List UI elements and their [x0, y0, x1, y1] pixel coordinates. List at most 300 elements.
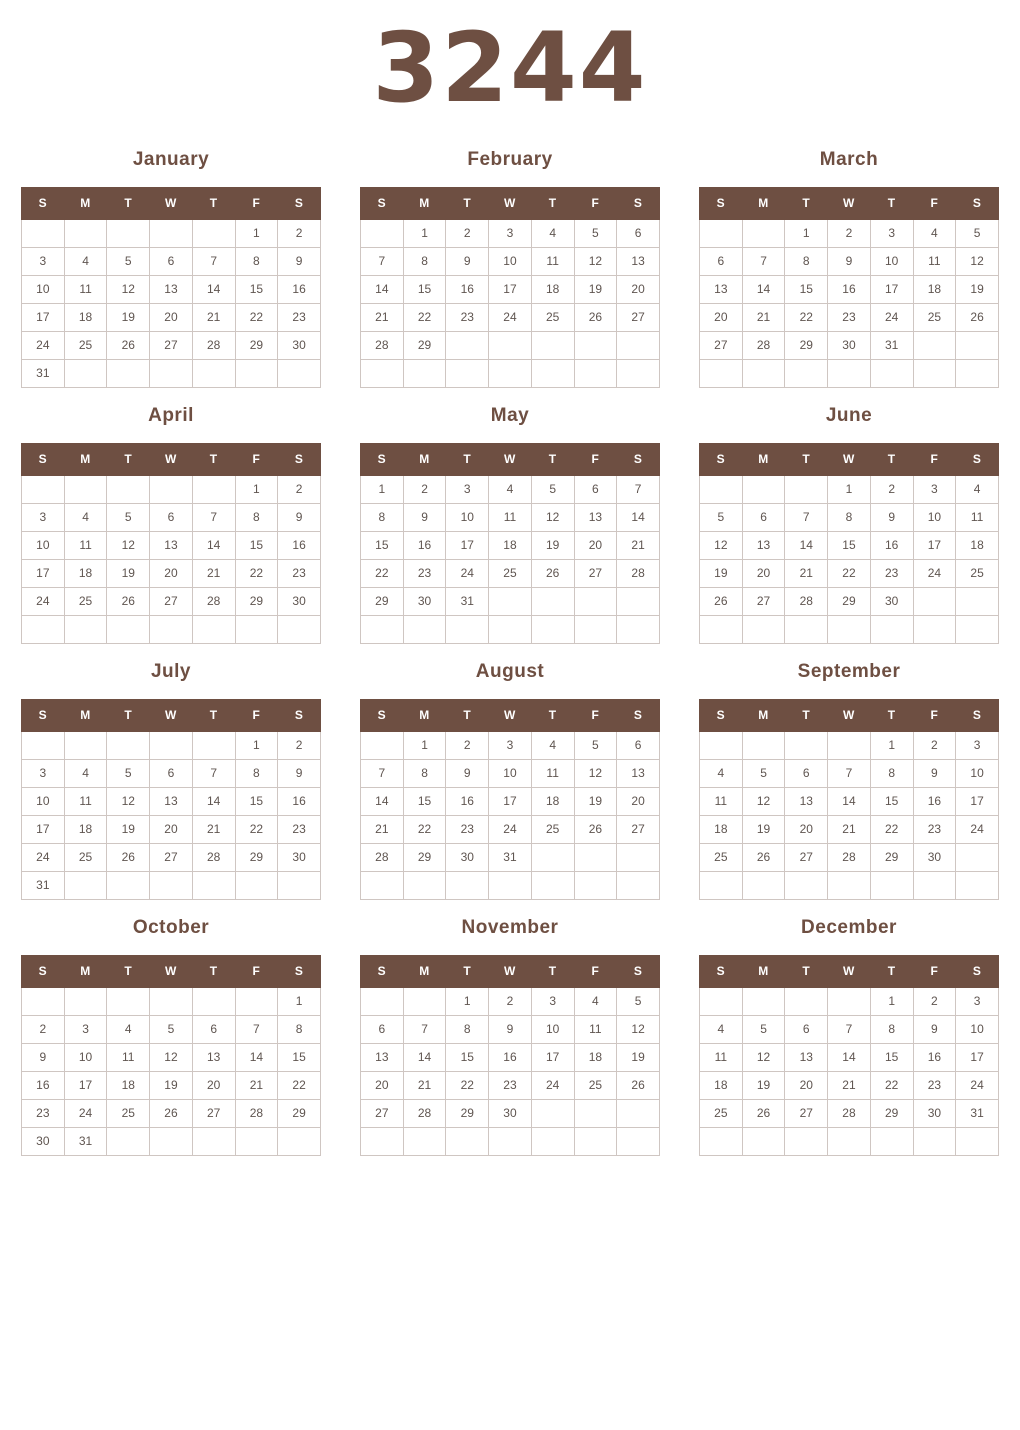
day-cell[interactable]: 27	[700, 331, 743, 359]
day-cell[interactable]: 21	[361, 815, 404, 843]
day-cell[interactable]: 25	[700, 1099, 743, 1127]
day-cell[interactable]: 23	[278, 815, 321, 843]
day-cell[interactable]: 18	[574, 1043, 617, 1071]
day-cell[interactable]: 11	[956, 503, 999, 531]
day-cell[interactable]: 27	[150, 843, 193, 871]
day-cell[interactable]: 6	[742, 503, 785, 531]
day-cell[interactable]: 14	[785, 531, 828, 559]
day-cell[interactable]: 5	[617, 987, 660, 1015]
day-cell[interactable]: 10	[870, 247, 913, 275]
day-cell[interactable]: 14	[192, 531, 235, 559]
day-cell[interactable]: 31	[22, 871, 65, 899]
day-cell[interactable]: 18	[531, 275, 574, 303]
day-cell[interactable]: 1	[235, 475, 278, 503]
day-cell[interactable]: 21	[192, 815, 235, 843]
day-cell[interactable]: 24	[956, 815, 999, 843]
day-cell[interactable]: 31	[64, 1127, 107, 1155]
day-cell[interactable]: 7	[192, 503, 235, 531]
day-cell[interactable]: 8	[361, 503, 404, 531]
day-cell[interactable]: 26	[742, 843, 785, 871]
day-cell[interactable]: 8	[828, 503, 871, 531]
day-cell[interactable]: 2	[403, 475, 446, 503]
day-cell[interactable]: 21	[785, 559, 828, 587]
day-cell[interactable]: 25	[64, 843, 107, 871]
day-cell[interactable]: 4	[956, 475, 999, 503]
day-cell[interactable]: 7	[361, 759, 404, 787]
day-cell[interactable]: 4	[700, 759, 743, 787]
day-cell[interactable]: 9	[446, 759, 489, 787]
day-cell[interactable]: 19	[956, 275, 999, 303]
day-cell[interactable]: 23	[403, 559, 446, 587]
day-cell[interactable]: 6	[785, 759, 828, 787]
day-cell[interactable]: 6	[617, 219, 660, 247]
day-cell[interactable]: 24	[489, 815, 532, 843]
day-cell[interactable]: 20	[150, 815, 193, 843]
day-cell[interactable]: 4	[64, 247, 107, 275]
day-cell[interactable]: 12	[617, 1015, 660, 1043]
day-cell[interactable]: 10	[22, 787, 65, 815]
day-cell[interactable]: 22	[870, 815, 913, 843]
day-cell[interactable]: 5	[107, 759, 150, 787]
day-cell[interactable]: 2	[278, 475, 321, 503]
day-cell[interactable]: 14	[828, 1043, 871, 1071]
day-cell[interactable]: 30	[278, 587, 321, 615]
day-cell[interactable]: 23	[828, 303, 871, 331]
day-cell[interactable]: 26	[107, 587, 150, 615]
day-cell[interactable]: 1	[278, 987, 321, 1015]
day-cell[interactable]: 13	[361, 1043, 404, 1071]
day-cell[interactable]: 9	[278, 247, 321, 275]
day-cell[interactable]: 31	[446, 587, 489, 615]
day-cell[interactable]: 18	[64, 303, 107, 331]
day-cell[interactable]: 24	[22, 843, 65, 871]
day-cell[interactable]: 7	[785, 503, 828, 531]
day-cell[interactable]: 21	[235, 1071, 278, 1099]
day-cell[interactable]: 7	[617, 475, 660, 503]
day-cell[interactable]: 24	[446, 559, 489, 587]
day-cell[interactable]: 2	[446, 219, 489, 247]
day-cell[interactable]: 8	[278, 1015, 321, 1043]
day-cell[interactable]: 12	[150, 1043, 193, 1071]
day-cell[interactable]: 4	[574, 987, 617, 1015]
day-cell[interactable]: 8	[785, 247, 828, 275]
day-cell[interactable]: 4	[913, 219, 956, 247]
day-cell[interactable]: 22	[828, 559, 871, 587]
day-cell[interactable]: 19	[574, 787, 617, 815]
day-cell[interactable]: 29	[828, 587, 871, 615]
day-cell[interactable]: 21	[742, 303, 785, 331]
day-cell[interactable]: 5	[107, 503, 150, 531]
day-cell[interactable]: 11	[489, 503, 532, 531]
day-cell[interactable]: 3	[913, 475, 956, 503]
day-cell[interactable]: 3	[22, 759, 65, 787]
day-cell[interactable]: 1	[828, 475, 871, 503]
day-cell[interactable]: 9	[828, 247, 871, 275]
day-cell[interactable]: 22	[235, 559, 278, 587]
day-cell[interactable]: 20	[150, 303, 193, 331]
day-cell[interactable]: 15	[403, 275, 446, 303]
day-cell[interactable]: 5	[742, 759, 785, 787]
day-cell[interactable]: 17	[913, 531, 956, 559]
day-cell[interactable]: 28	[361, 331, 404, 359]
day-cell[interactable]: 29	[870, 843, 913, 871]
day-cell[interactable]: 17	[489, 275, 532, 303]
day-cell[interactable]: 12	[574, 247, 617, 275]
day-cell[interactable]: 23	[913, 815, 956, 843]
day-cell[interactable]: 17	[956, 787, 999, 815]
day-cell[interactable]: 26	[956, 303, 999, 331]
day-cell[interactable]: 20	[574, 531, 617, 559]
day-cell[interactable]: 10	[489, 247, 532, 275]
day-cell[interactable]: 10	[956, 1015, 999, 1043]
day-cell[interactable]: 29	[446, 1099, 489, 1127]
day-cell[interactable]: 12	[107, 275, 150, 303]
day-cell[interactable]: 10	[64, 1043, 107, 1071]
day-cell[interactable]: 23	[446, 815, 489, 843]
day-cell[interactable]: 3	[446, 475, 489, 503]
day-cell[interactable]: 27	[742, 587, 785, 615]
day-cell[interactable]: 4	[531, 219, 574, 247]
day-cell[interactable]: 16	[828, 275, 871, 303]
day-cell[interactable]: 24	[531, 1071, 574, 1099]
day-cell[interactable]: 6	[150, 247, 193, 275]
day-cell[interactable]: 6	[150, 503, 193, 531]
day-cell[interactable]: 3	[22, 503, 65, 531]
day-cell[interactable]: 9	[403, 503, 446, 531]
day-cell[interactable]: 9	[22, 1043, 65, 1071]
day-cell[interactable]: 30	[278, 843, 321, 871]
day-cell[interactable]: 20	[617, 275, 660, 303]
day-cell[interactable]: 12	[956, 247, 999, 275]
day-cell[interactable]: 30	[870, 587, 913, 615]
day-cell[interactable]: 3	[489, 731, 532, 759]
day-cell[interactable]: 28	[192, 587, 235, 615]
day-cell[interactable]: 29	[870, 1099, 913, 1127]
day-cell[interactable]: 30	[446, 843, 489, 871]
day-cell[interactable]: 6	[700, 247, 743, 275]
day-cell[interactable]: 17	[64, 1071, 107, 1099]
day-cell[interactable]: 11	[531, 247, 574, 275]
day-cell[interactable]: 4	[489, 475, 532, 503]
day-cell[interactable]: 13	[150, 275, 193, 303]
day-cell[interactable]: 10	[22, 275, 65, 303]
day-cell[interactable]: 19	[742, 1071, 785, 1099]
day-cell[interactable]: 17	[489, 787, 532, 815]
day-cell[interactable]: 24	[870, 303, 913, 331]
day-cell[interactable]: 14	[828, 787, 871, 815]
day-cell[interactable]: 25	[64, 587, 107, 615]
day-cell[interactable]: 12	[531, 503, 574, 531]
day-cell[interactable]: 18	[64, 815, 107, 843]
day-cell[interactable]: 30	[828, 331, 871, 359]
day-cell[interactable]: 14	[361, 787, 404, 815]
day-cell[interactable]: 12	[574, 759, 617, 787]
day-cell[interactable]: 27	[617, 303, 660, 331]
day-cell[interactable]: 11	[107, 1043, 150, 1071]
day-cell[interactable]: 22	[278, 1071, 321, 1099]
day-cell[interactable]: 17	[22, 815, 65, 843]
day-cell[interactable]: 18	[700, 1071, 743, 1099]
day-cell[interactable]: 25	[700, 843, 743, 871]
day-cell[interactable]: 1	[785, 219, 828, 247]
day-cell[interactable]: 21	[828, 815, 871, 843]
day-cell[interactable]: 2	[870, 475, 913, 503]
day-cell[interactable]: 15	[828, 531, 871, 559]
day-cell[interactable]: 22	[785, 303, 828, 331]
day-cell[interactable]: 20	[150, 559, 193, 587]
day-cell[interactable]: 27	[785, 843, 828, 871]
day-cell[interactable]: 27	[192, 1099, 235, 1127]
day-cell[interactable]: 7	[742, 247, 785, 275]
day-cell[interactable]: 20	[742, 559, 785, 587]
day-cell[interactable]: 25	[574, 1071, 617, 1099]
day-cell[interactable]: 29	[235, 587, 278, 615]
day-cell[interactable]: 11	[700, 787, 743, 815]
day-cell[interactable]: 28	[828, 843, 871, 871]
day-cell[interactable]: 17	[956, 1043, 999, 1071]
day-cell[interactable]: 19	[107, 303, 150, 331]
day-cell[interactable]: 11	[913, 247, 956, 275]
day-cell[interactable]: 15	[785, 275, 828, 303]
day-cell[interactable]: 27	[574, 559, 617, 587]
day-cell[interactable]: 12	[107, 787, 150, 815]
day-cell[interactable]: 31	[956, 1099, 999, 1127]
day-cell[interactable]: 15	[278, 1043, 321, 1071]
day-cell[interactable]: 24	[489, 303, 532, 331]
day-cell[interactable]: 1	[870, 987, 913, 1015]
day-cell[interactable]: 23	[913, 1071, 956, 1099]
day-cell[interactable]: 3	[956, 987, 999, 1015]
day-cell[interactable]: 11	[531, 759, 574, 787]
day-cell[interactable]: 23	[489, 1071, 532, 1099]
day-cell[interactable]: 26	[574, 815, 617, 843]
day-cell[interactable]: 6	[192, 1015, 235, 1043]
day-cell[interactable]: 16	[403, 531, 446, 559]
day-cell[interactable]: 19	[531, 531, 574, 559]
day-cell[interactable]: 26	[150, 1099, 193, 1127]
day-cell[interactable]: 9	[913, 759, 956, 787]
day-cell[interactable]: 18	[956, 531, 999, 559]
day-cell[interactable]: 14	[403, 1043, 446, 1071]
day-cell[interactable]: 8	[235, 247, 278, 275]
day-cell[interactable]: 25	[913, 303, 956, 331]
day-cell[interactable]: 25	[956, 559, 999, 587]
day-cell[interactable]: 16	[913, 787, 956, 815]
day-cell[interactable]: 29	[278, 1099, 321, 1127]
day-cell[interactable]: 9	[913, 1015, 956, 1043]
day-cell[interactable]: 2	[913, 731, 956, 759]
day-cell[interactable]: 19	[700, 559, 743, 587]
day-cell[interactable]: 13	[785, 787, 828, 815]
day-cell[interactable]: 16	[278, 531, 321, 559]
day-cell[interactable]: 26	[700, 587, 743, 615]
day-cell[interactable]: 18	[64, 559, 107, 587]
day-cell[interactable]: 7	[361, 247, 404, 275]
day-cell[interactable]: 30	[403, 587, 446, 615]
day-cell[interactable]: 27	[785, 1099, 828, 1127]
day-cell[interactable]: 8	[403, 759, 446, 787]
day-cell[interactable]: 1	[361, 475, 404, 503]
day-cell[interactable]: 23	[278, 559, 321, 587]
day-cell[interactable]: 8	[403, 247, 446, 275]
day-cell[interactable]: 28	[828, 1099, 871, 1127]
day-cell[interactable]: 8	[446, 1015, 489, 1043]
day-cell[interactable]: 7	[192, 247, 235, 275]
day-cell[interactable]: 5	[107, 247, 150, 275]
day-cell[interactable]: 30	[22, 1127, 65, 1155]
day-cell[interactable]: 12	[742, 1043, 785, 1071]
day-cell[interactable]: 9	[446, 247, 489, 275]
day-cell[interactable]: 23	[446, 303, 489, 331]
day-cell[interactable]: 7	[192, 759, 235, 787]
day-cell[interactable]: 21	[403, 1071, 446, 1099]
day-cell[interactable]: 1	[870, 731, 913, 759]
day-cell[interactable]: 15	[446, 1043, 489, 1071]
day-cell[interactable]: 13	[742, 531, 785, 559]
day-cell[interactable]: 3	[956, 731, 999, 759]
day-cell[interactable]: 29	[403, 331, 446, 359]
day-cell[interactable]: 29	[785, 331, 828, 359]
day-cell[interactable]: 24	[913, 559, 956, 587]
day-cell[interactable]: 14	[617, 503, 660, 531]
day-cell[interactable]: 1	[403, 219, 446, 247]
day-cell[interactable]: 24	[956, 1071, 999, 1099]
day-cell[interactable]: 15	[235, 275, 278, 303]
day-cell[interactable]: 23	[870, 559, 913, 587]
day-cell[interactable]: 11	[64, 275, 107, 303]
day-cell[interactable]: 10	[956, 759, 999, 787]
day-cell[interactable]: 6	[150, 759, 193, 787]
day-cell[interactable]: 2	[446, 731, 489, 759]
day-cell[interactable]: 28	[742, 331, 785, 359]
day-cell[interactable]: 30	[913, 843, 956, 871]
day-cell[interactable]: 24	[22, 587, 65, 615]
day-cell[interactable]: 11	[574, 1015, 617, 1043]
day-cell[interactable]: 18	[531, 787, 574, 815]
day-cell[interactable]: 6	[574, 475, 617, 503]
day-cell[interactable]: 20	[192, 1071, 235, 1099]
day-cell[interactable]: 7	[828, 1015, 871, 1043]
day-cell[interactable]: 10	[489, 759, 532, 787]
day-cell[interactable]: 1	[446, 987, 489, 1015]
day-cell[interactable]: 3	[531, 987, 574, 1015]
day-cell[interactable]: 14	[192, 787, 235, 815]
day-cell[interactable]: 21	[617, 531, 660, 559]
day-cell[interactable]: 1	[403, 731, 446, 759]
day-cell[interactable]: 8	[870, 1015, 913, 1043]
day-cell[interactable]: 14	[361, 275, 404, 303]
day-cell[interactable]: 16	[913, 1043, 956, 1071]
day-cell[interactable]: 16	[446, 787, 489, 815]
day-cell[interactable]: 16	[446, 275, 489, 303]
day-cell[interactable]: 28	[617, 559, 660, 587]
day-cell[interactable]: 27	[361, 1099, 404, 1127]
day-cell[interactable]: 1	[235, 731, 278, 759]
day-cell[interactable]: 19	[107, 815, 150, 843]
day-cell[interactable]: 11	[700, 1043, 743, 1071]
day-cell[interactable]: 27	[150, 331, 193, 359]
day-cell[interactable]: 15	[870, 787, 913, 815]
day-cell[interactable]: 6	[785, 1015, 828, 1043]
day-cell[interactable]: 30	[913, 1099, 956, 1127]
day-cell[interactable]: 4	[531, 731, 574, 759]
day-cell[interactable]: 20	[361, 1071, 404, 1099]
day-cell[interactable]: 30	[489, 1099, 532, 1127]
day-cell[interactable]: 25	[64, 331, 107, 359]
day-cell[interactable]: 13	[617, 759, 660, 787]
day-cell[interactable]: 9	[278, 759, 321, 787]
day-cell[interactable]: 19	[574, 275, 617, 303]
day-cell[interactable]: 2	[828, 219, 871, 247]
day-cell[interactable]: 13	[150, 787, 193, 815]
day-cell[interactable]: 5	[742, 1015, 785, 1043]
day-cell[interactable]: 10	[22, 531, 65, 559]
day-cell[interactable]: 27	[150, 587, 193, 615]
day-cell[interactable]: 17	[22, 303, 65, 331]
day-cell[interactable]: 29	[235, 331, 278, 359]
day-cell[interactable]: 8	[235, 759, 278, 787]
day-cell[interactable]: 13	[192, 1043, 235, 1071]
day-cell[interactable]: 26	[531, 559, 574, 587]
day-cell[interactable]: 22	[446, 1071, 489, 1099]
day-cell[interactable]: 16	[278, 787, 321, 815]
day-cell[interactable]: 5	[700, 503, 743, 531]
day-cell[interactable]: 31	[22, 359, 65, 387]
day-cell[interactable]: 28	[403, 1099, 446, 1127]
day-cell[interactable]: 25	[531, 815, 574, 843]
day-cell[interactable]: 2	[489, 987, 532, 1015]
day-cell[interactable]: 13	[785, 1043, 828, 1071]
day-cell[interactable]: 7	[403, 1015, 446, 1043]
day-cell[interactable]: 9	[870, 503, 913, 531]
day-cell[interactable]: 4	[64, 759, 107, 787]
day-cell[interactable]: 26	[617, 1071, 660, 1099]
day-cell[interactable]: 6	[617, 731, 660, 759]
day-cell[interactable]: 13	[150, 531, 193, 559]
day-cell[interactable]: 15	[235, 787, 278, 815]
day-cell[interactable]: 17	[446, 531, 489, 559]
day-cell[interactable]: 15	[870, 1043, 913, 1071]
day-cell[interactable]: 12	[107, 531, 150, 559]
day-cell[interactable]: 14	[192, 275, 235, 303]
day-cell[interactable]: 22	[870, 1071, 913, 1099]
day-cell[interactable]: 26	[574, 303, 617, 331]
day-cell[interactable]: 15	[361, 531, 404, 559]
day-cell[interactable]: 22	[403, 303, 446, 331]
day-cell[interactable]: 18	[107, 1071, 150, 1099]
day-cell[interactable]: 31	[870, 331, 913, 359]
day-cell[interactable]: 11	[64, 787, 107, 815]
day-cell[interactable]: 19	[107, 559, 150, 587]
day-cell[interactable]: 25	[531, 303, 574, 331]
day-cell[interactable]: 20	[785, 815, 828, 843]
day-cell[interactable]: 21	[828, 1071, 871, 1099]
day-cell[interactable]: 18	[700, 815, 743, 843]
day-cell[interactable]: 3	[870, 219, 913, 247]
day-cell[interactable]: 3	[22, 247, 65, 275]
day-cell[interactable]: 6	[361, 1015, 404, 1043]
day-cell[interactable]: 20	[785, 1071, 828, 1099]
day-cell[interactable]: 17	[870, 275, 913, 303]
day-cell[interactable]: 2	[278, 219, 321, 247]
day-cell[interactable]: 15	[403, 787, 446, 815]
day-cell[interactable]: 8	[235, 503, 278, 531]
day-cell[interactable]: 5	[531, 475, 574, 503]
day-cell[interactable]: 20	[700, 303, 743, 331]
day-cell[interactable]: 9	[278, 503, 321, 531]
day-cell[interactable]: 17	[22, 559, 65, 587]
day-cell[interactable]: 5	[574, 219, 617, 247]
